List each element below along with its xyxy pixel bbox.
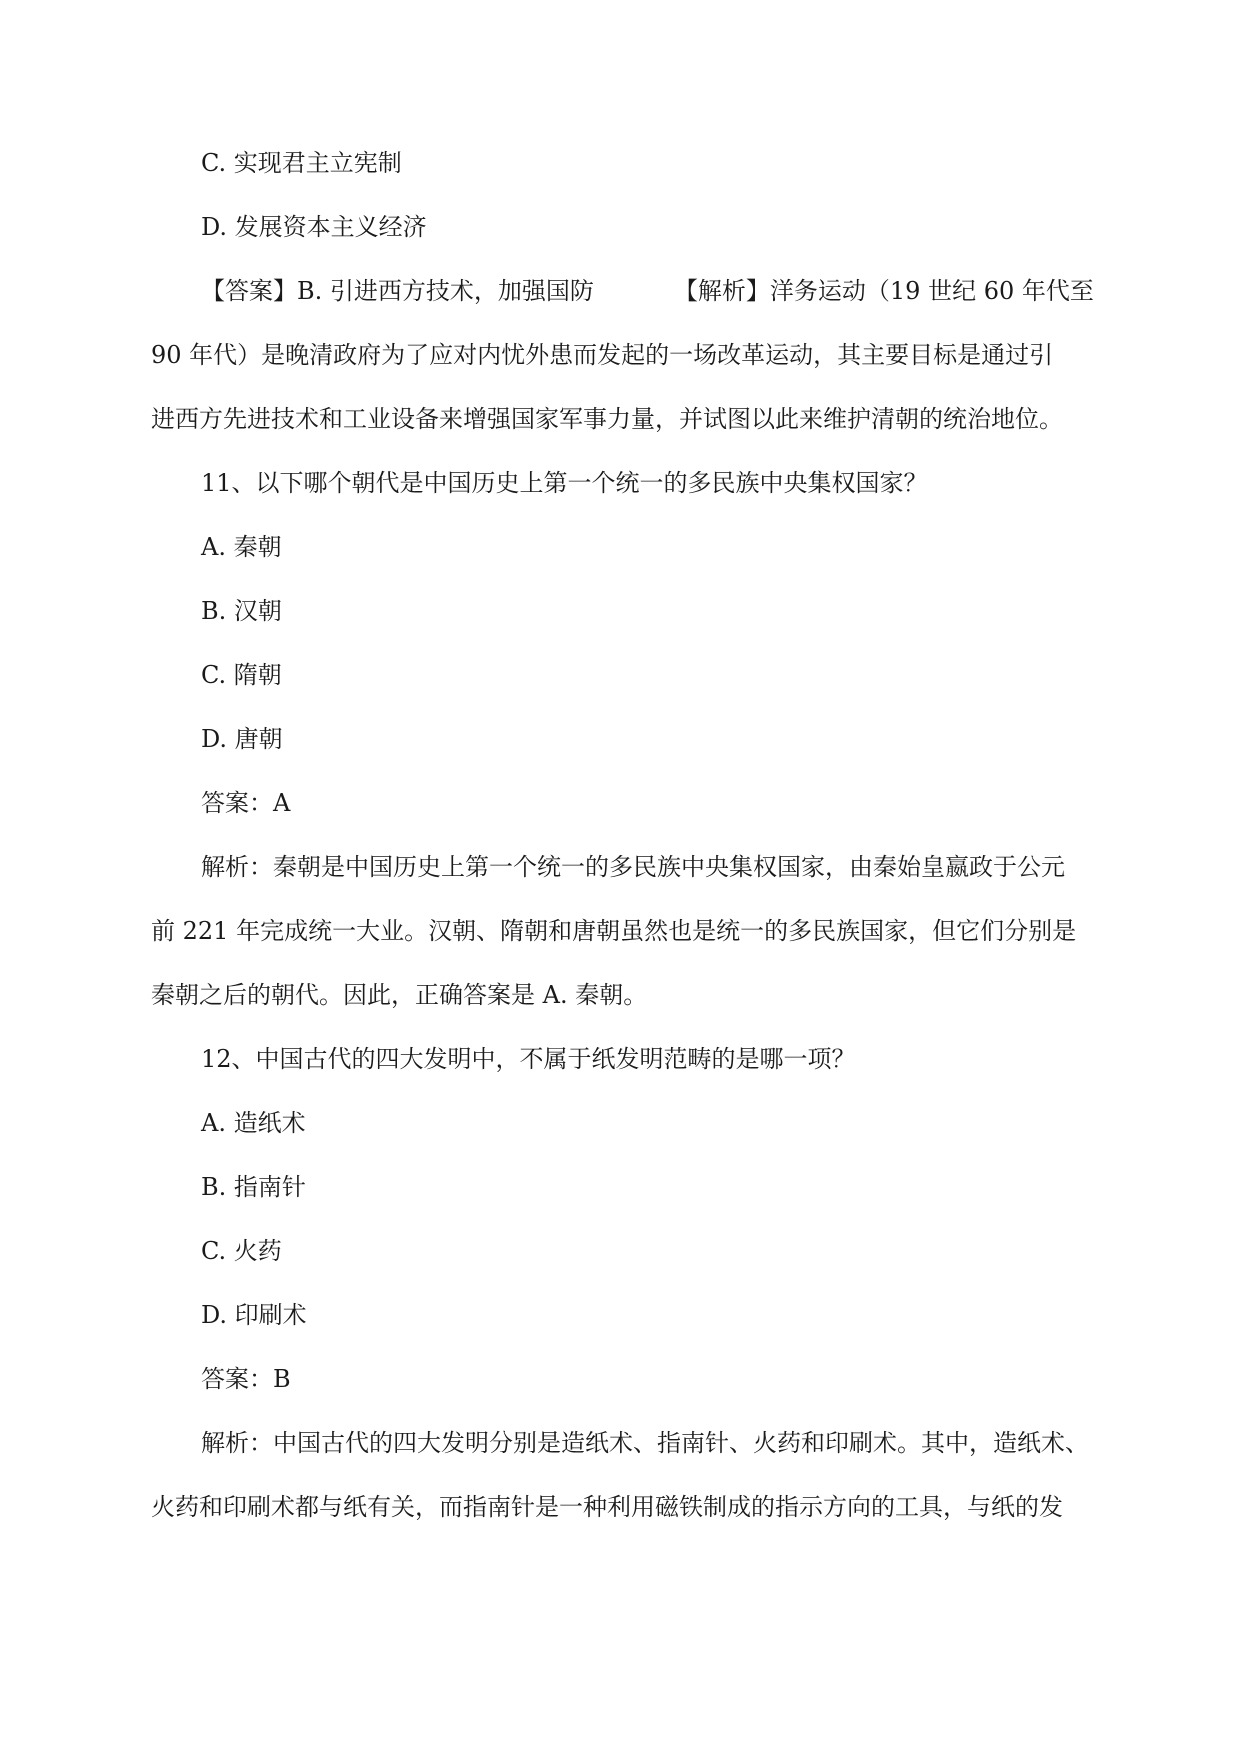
q10-answer: 【答案】B. 引进西方技术，加强国防 [201, 277, 594, 305]
q11-option-d: D. 唐朝 [201, 725, 283, 753]
q10-analysis-line-2: 90 年代）是晚清政府为了应对内忧外患而发起的一场改革运动，其主要目标是通过引 [151, 341, 1054, 369]
q12-option-b: B. 指南针 [201, 1173, 306, 1201]
q10-option-c: C. 实现君主立宪制 [201, 149, 402, 177]
q10-option-d: D. 发展资本主义经济 [201, 213, 427, 241]
q12-question: 12、中国古代的四大发明中，不属于纸发明范畴的是哪一项？ [201, 1045, 856, 1073]
q11-option-a: A. 秦朝 [201, 533, 282, 561]
q11-answer: 答案：A [201, 789, 291, 817]
q12-option-d: D. 印刷术 [201, 1301, 307, 1329]
q10-analysis-line-3: 进西方先进技术和工业设备来增强国家军事力量，并试图以此来维护清朝的统治地位。 [151, 405, 1063, 433]
q10-answer-analysis-line [201, 274, 1094, 308]
q11-option-b: B. 汉朝 [201, 597, 282, 625]
q12-answer: 答案：B [201, 1365, 291, 1393]
q12-analysis-line-2: 火药和印刷术都与纸有关，而指南针是一种利用磁铁制成的指示方向的工具，与纸的发 [151, 1493, 1063, 1521]
q11-analysis-line-3: 秦朝之后的朝代。因此，正确答案是 A. 秦朝。 [151, 981, 648, 1009]
q11-option-c: C. 隋朝 [201, 661, 282, 689]
q11-analysis-line-2: 前 221 年完成统一大业。汉朝、隋朝和唐朝虽然也是统一的多民族国家，但它们分别是 [151, 917, 1077, 945]
q12-option-a: A. 造纸术 [201, 1109, 306, 1137]
q12-option-c: C. 火药 [201, 1237, 282, 1265]
q12-analysis-line-1: 解析：中国古代的四大发明分别是造纸术、指南针、火药和印刷术。其中，造纸术、 [201, 1429, 1089, 1457]
q11-analysis-line-1: 解析：秦朝是中国历史上第一个统一的多民族中央集权国家，由秦始皇嬴政于公元 [201, 853, 1065, 881]
q11-question: 11、以下哪个朝代是中国历史上第一个统一的多民族中央集权国家？ [201, 469, 928, 497]
q10-analysis-start: 【解析】洋务运动（19 世纪 60 年代至 [673, 277, 1094, 305]
